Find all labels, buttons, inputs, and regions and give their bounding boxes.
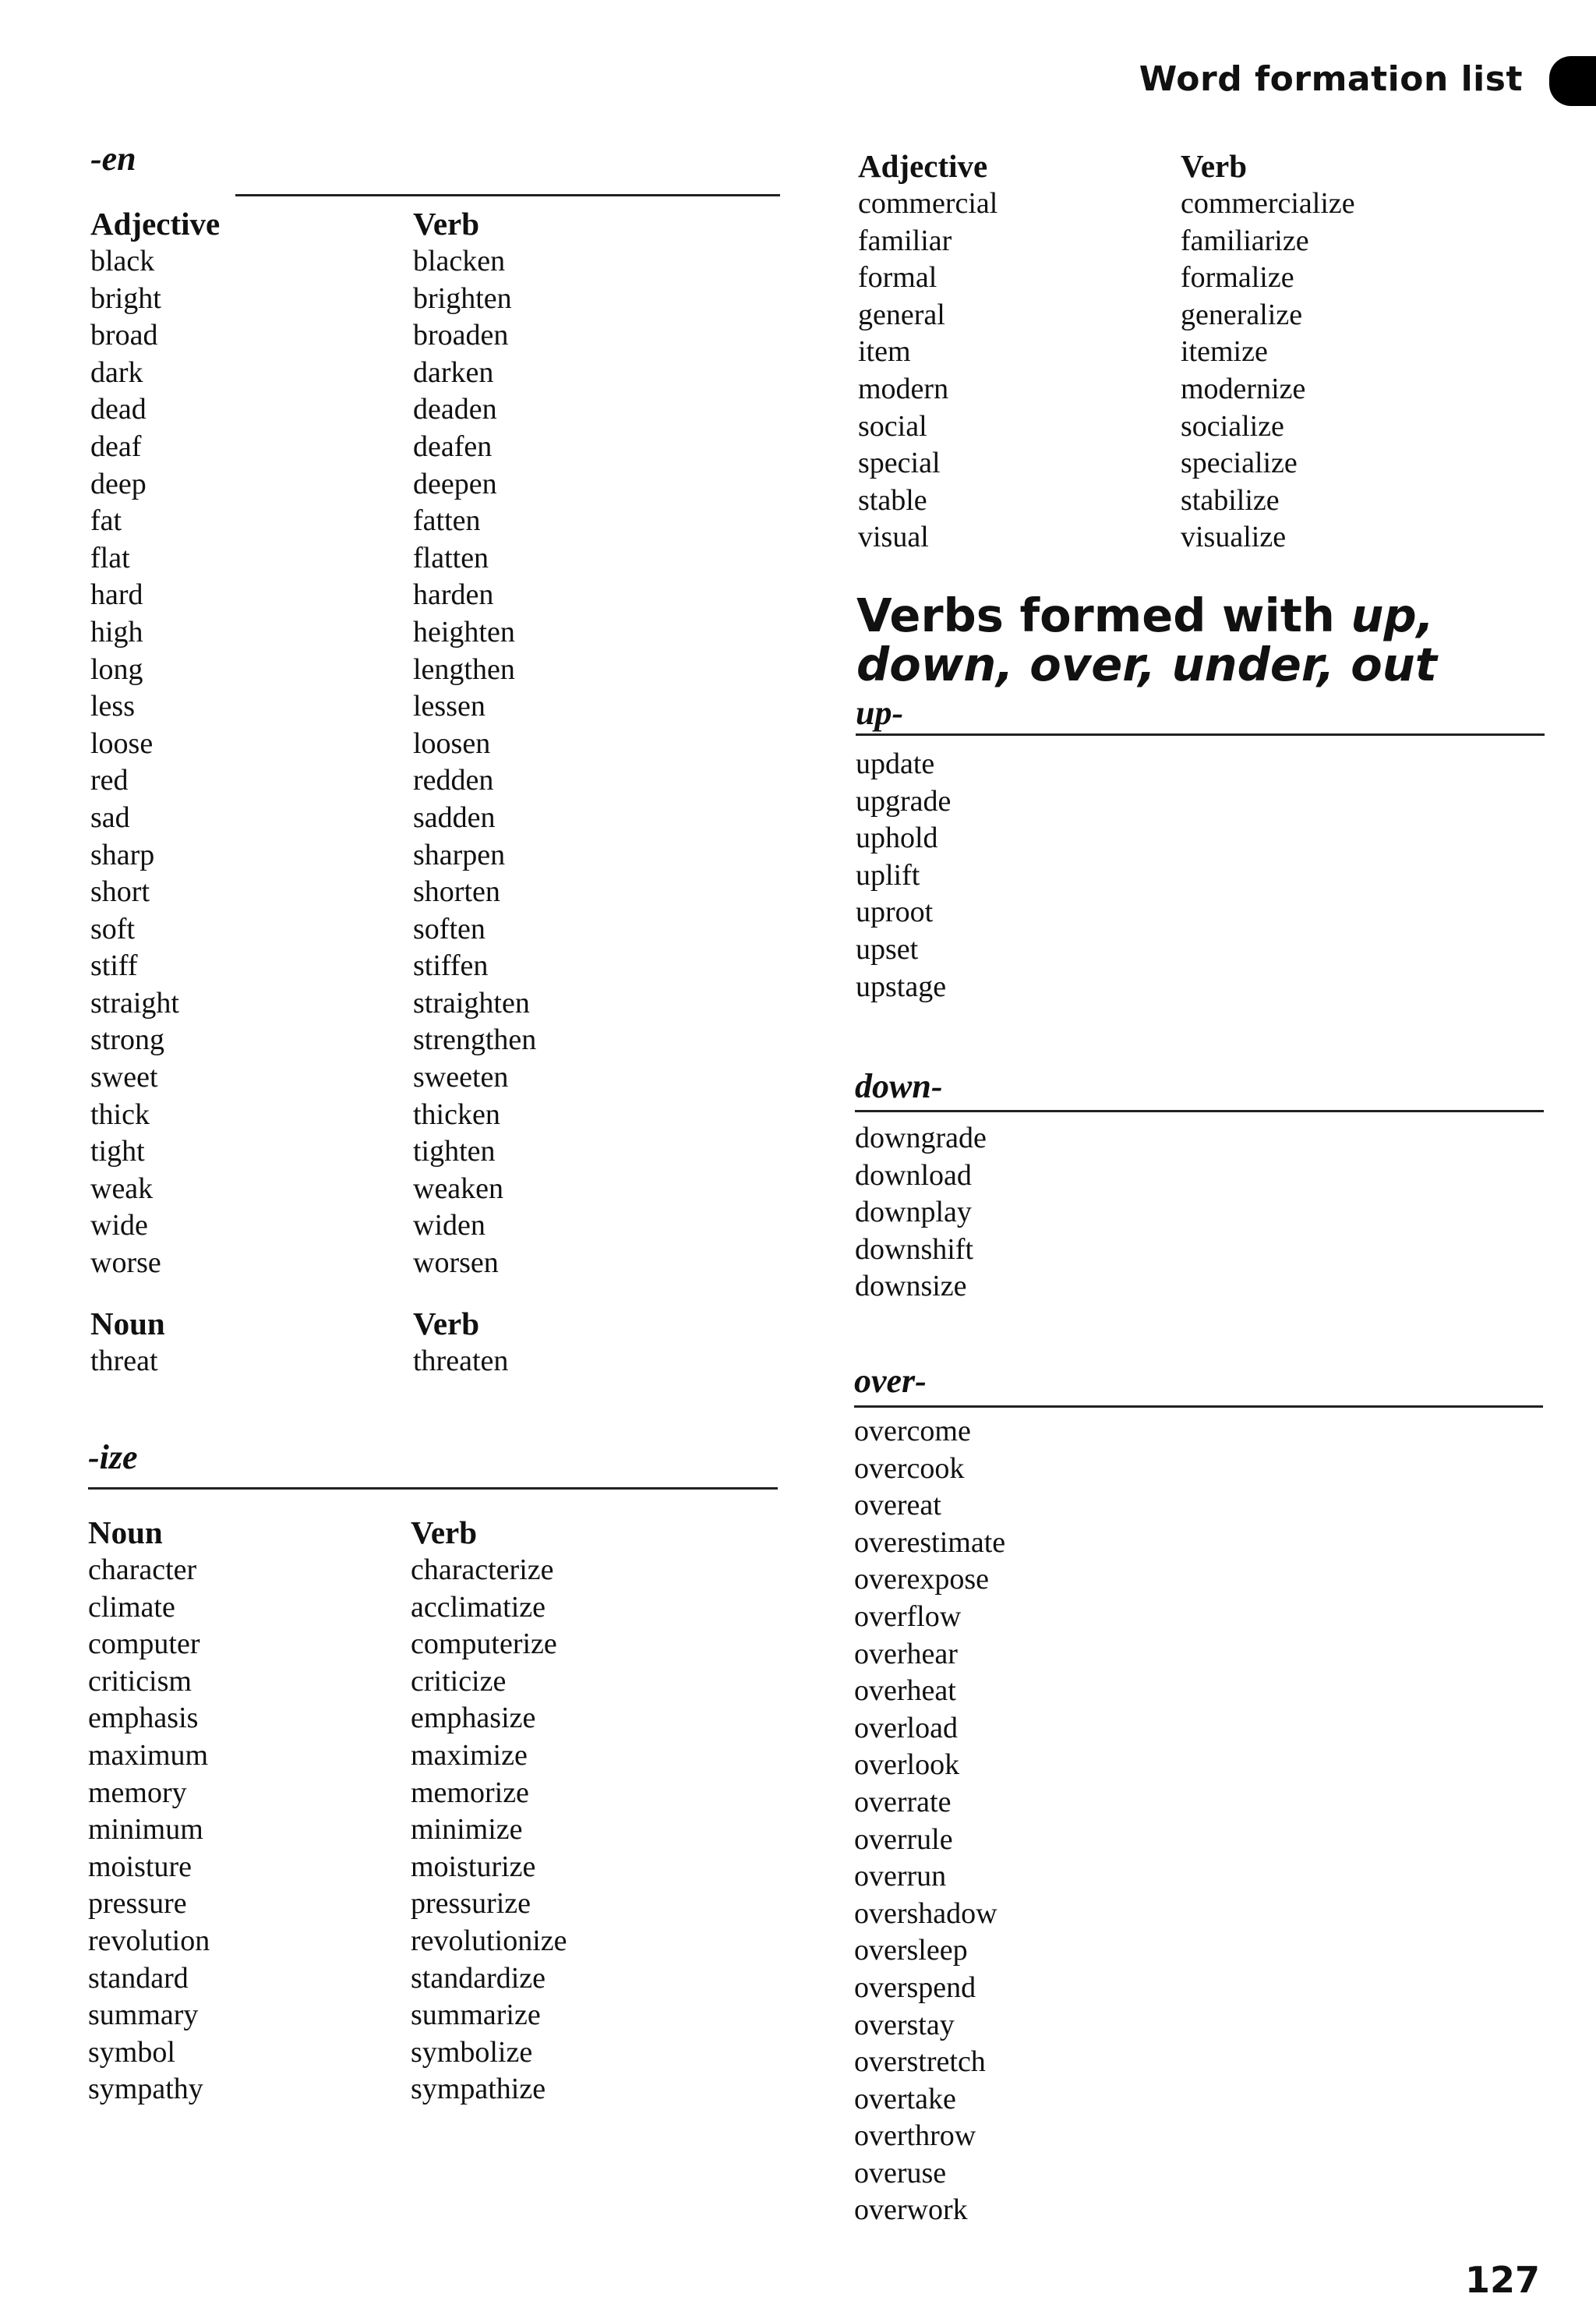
verb-word: moisturize — [411, 1850, 536, 1883]
section-heading-up: up- — [856, 694, 904, 732]
over-verb-word: overlook — [854, 1748, 960, 1782]
section-rule — [854, 1405, 1543, 1408]
verb-word: memorize — [411, 1776, 529, 1809]
verb-column — [413, 204, 536, 1380]
adjective-word: red — [90, 764, 129, 797]
adjective-column — [858, 147, 998, 557]
verb-word: standardize — [411, 1961, 546, 1995]
noun-word: climate — [88, 1590, 175, 1624]
noun-word: symbol — [88, 2035, 175, 2069]
thumb-tab-marker — [1549, 56, 1596, 106]
adjective-word: short — [90, 875, 150, 909]
verb-word: broaden — [413, 319, 509, 352]
adjective-word: long — [90, 652, 143, 686]
adjective-word: commercial — [858, 187, 998, 220]
verb-word: visualize — [1181, 521, 1287, 554]
verb-word: darken — [413, 355, 494, 389]
verb-word: thicken — [413, 1097, 500, 1131]
noun-verb-list — [413, 1343, 536, 1380]
adjective-word: strong — [90, 1023, 164, 1057]
adjective-word: tight — [90, 1135, 145, 1168]
section-heading-over: over- — [854, 1362, 927, 1400]
en-adjective-verb-table — [90, 204, 780, 1377]
adjective-word: broad — [90, 319, 158, 352]
over-verb-word: overcome — [854, 1415, 971, 1447]
noun-list — [90, 1343, 220, 1380]
noun-list — [88, 1552, 210, 2108]
over-verb-word: oversleep — [854, 1934, 968, 1967]
over-verb-word: overestimate — [854, 1525, 1006, 1559]
en-section — [90, 137, 780, 1377]
section-heading-en: -en — [90, 140, 136, 178]
over-verb-word: overhear — [854, 1637, 958, 1670]
down-word-list — [855, 1120, 1544, 1306]
verb-word: soften — [413, 912, 486, 945]
adjective-word: straight — [90, 986, 179, 1020]
verb-word: harden — [413, 578, 494, 612]
verb-word: stabilize — [1181, 483, 1280, 517]
section-rule — [855, 1110, 1544, 1112]
verb-word: sharpen — [413, 838, 506, 871]
down-section — [855, 1065, 1544, 1306]
page-number: 127 — [1464, 2259, 1540, 2301]
over-verb-word: overtake — [854, 2082, 956, 2115]
verb-word: strengthen — [413, 1023, 537, 1057]
noun-column — [88, 1513, 210, 2108]
over-verb-word: overthrow — [854, 2119, 976, 2153]
over-verb-word: overload — [854, 1711, 958, 1744]
verb-list — [413, 243, 536, 1282]
noun-word: computer — [88, 1628, 200, 1661]
down-verb-word: download — [855, 1158, 972, 1192]
verb-word: acclimatize — [411, 1590, 546, 1624]
down-verb-word: downplay — [855, 1196, 972, 1229]
heading-line2-italic: down, over, under, out — [856, 638, 1437, 691]
adjective-word: sad — [90, 801, 130, 834]
adjective-word: worse — [90, 1246, 161, 1280]
verb-word: pressurize — [411, 1887, 531, 1921]
over-section — [854, 1359, 1543, 2229]
verb-word: loosen — [413, 726, 491, 760]
adjective-word: social — [858, 409, 927, 443]
column-header-noun: Noun — [90, 1305, 165, 1341]
noun-word: character — [88, 1553, 197, 1586]
verb-word: sweeten — [413, 1061, 509, 1094]
verb-word: deafen — [413, 429, 493, 463]
verb-word: sadden — [413, 801, 496, 834]
up-verb-word: uplift — [856, 858, 920, 892]
over-verb-word: overexpose — [854, 1563, 990, 1596]
verb-word: heighten — [413, 615, 515, 649]
phrasal-verbs-heading — [856, 588, 1558, 691]
noun-word: minimum — [88, 1813, 203, 1847]
section-rule — [88, 1487, 778, 1490]
ize-adjective-verb-table — [858, 147, 1481, 567]
verb-word: summarize — [411, 1999, 541, 2032]
noun-word: sympathy — [88, 2073, 203, 2106]
verb-word: characterize — [411, 1553, 554, 1586]
verb-word: threaten — [413, 1344, 509, 1377]
verb-word: brighten — [413, 281, 512, 315]
verb-word: straighten — [413, 986, 530, 1020]
ize-section — [88, 1436, 778, 2136]
ize-adjective-section — [858, 147, 1481, 567]
verb-word: generalize — [1181, 298, 1303, 331]
section-rule — [856, 733, 1545, 736]
section-heading-down: down- — [855, 1067, 943, 1105]
verb-word: redden — [413, 764, 494, 797]
verb-list — [1181, 186, 1355, 557]
verb-word: commercialize — [1181, 187, 1355, 220]
verb-word: minimize — [411, 1813, 523, 1847]
verb-column — [1181, 147, 1355, 557]
adjective-word: deep — [90, 467, 147, 500]
adjective-word: formal — [858, 261, 937, 295]
adjective-word: item — [858, 335, 911, 369]
noun-word: threat — [90, 1344, 158, 1377]
over-verb-word: overrate — [854, 1785, 952, 1818]
up-verb-word: upgrade — [856, 784, 952, 818]
over-verb-word: overcook — [854, 1451, 965, 1485]
adjective-word: soft — [90, 912, 135, 945]
adjective-word: general — [858, 298, 945, 331]
up-verb-word: uphold — [856, 822, 938, 855]
up-verb-word: uproot — [856, 896, 934, 929]
verb-word: weaken — [413, 1172, 504, 1205]
verb-word: lengthen — [413, 652, 515, 686]
noun-word: revolution — [88, 1924, 210, 1957]
adjective-word: sweet — [90, 1061, 158, 1094]
verb-word: shorten — [413, 875, 500, 909]
column-header-adjective: Adjective — [858, 148, 988, 184]
adjective-word: fat — [90, 504, 122, 538]
section-rule — [235, 194, 780, 196]
heading-line1-plain: Verbs formed with — [856, 588, 1351, 642]
column-header-verb: Verb — [411, 1514, 478, 1550]
noun-word: memory — [88, 1776, 187, 1809]
verb-word: deepen — [413, 467, 497, 500]
up-verb-word: upset — [856, 932, 919, 966]
up-verb-word: upstage — [856, 970, 947, 1003]
over-word-list — [854, 1413, 1543, 2229]
noun-word: maximum — [88, 1738, 209, 1772]
noun-word: emphasis — [88, 1702, 199, 1735]
adjective-word: sharp — [90, 838, 155, 871]
up-verb-word: update — [856, 747, 935, 780]
adjective-list — [858, 186, 998, 557]
down-verb-word: downgrade — [855, 1122, 987, 1154]
over-verb-word: overrule — [854, 1822, 953, 1856]
verb-word: revolutionize — [411, 1924, 567, 1957]
verb-word: symbolize — [411, 2035, 533, 2069]
adjective-word: loose — [90, 726, 154, 760]
verb-word: familiarize — [1181, 224, 1309, 257]
adjective-word: dead — [90, 393, 147, 426]
verb-word: itemize — [1181, 335, 1268, 369]
column-header-verb: Verb — [1181, 148, 1248, 184]
verb-word: emphasize — [411, 1702, 536, 1735]
verb-word: stiffen — [413, 949, 489, 983]
adjective-word: hard — [90, 578, 143, 612]
verb-word: socialize — [1181, 409, 1284, 443]
adjective-word: bright — [90, 281, 161, 315]
noun-word: moisture — [88, 1850, 192, 1883]
adjective-word: modern — [858, 372, 949, 405]
verb-word: lessen — [413, 690, 486, 723]
verb-list — [411, 1552, 567, 2108]
verb-word: modernize — [1181, 372, 1306, 405]
adjective-word: dark — [90, 355, 143, 389]
adjective-list — [90, 243, 220, 1282]
over-verb-word: overshadow — [854, 1896, 998, 1930]
verb-word: sympathize — [411, 2073, 546, 2106]
heading-line1-italic: up, — [1351, 588, 1435, 642]
adjective-word: less — [90, 690, 135, 723]
page-header-title: Word formation list — [1139, 59, 1523, 99]
over-verb-word: overstay — [854, 2008, 955, 2041]
verb-word: flatten — [413, 541, 489, 574]
column-header-noun: Noun — [88, 1514, 163, 1550]
over-verb-word: overrun — [854, 1860, 947, 1893]
down-verb-word: downsize — [855, 1270, 967, 1303]
up-word-list — [856, 746, 1545, 1005]
verb-word: tighten — [413, 1135, 496, 1168]
over-verb-word: overstretch — [854, 2045, 986, 2079]
adjective-word: deaf — [90, 429, 142, 463]
verb-word: specialize — [1181, 447, 1298, 480]
adjective-word: stiff — [90, 949, 138, 983]
down-verb-word: downshift — [855, 1232, 973, 1266]
over-verb-word: overheat — [854, 1674, 956, 1708]
noun-word: criticism — [88, 1664, 192, 1698]
section-heading-ize: -ize — [88, 1438, 138, 1476]
column-header-verb-2: Verb — [413, 1305, 480, 1341]
adjective-word: black — [90, 245, 155, 277]
verb-word: criticize — [411, 1664, 507, 1698]
ize-noun-verb-table — [88, 1513, 778, 2136]
adjective-word: weak — [90, 1172, 154, 1205]
verb-word: computerize — [411, 1628, 557, 1661]
verb-word: maximize — [411, 1738, 528, 1772]
noun-word: pressure — [88, 1887, 187, 1921]
adjective-word: stable — [858, 483, 927, 517]
verb-word: fatten — [413, 504, 481, 538]
verb-word: blacken — [413, 245, 506, 277]
verb-word: widen — [413, 1209, 486, 1242]
adjective-word: flat — [90, 541, 130, 574]
verb-word: deaden — [413, 393, 497, 426]
over-verb-word: overuse — [854, 2156, 947, 2189]
verb-word: formalize — [1181, 261, 1294, 295]
adjective-word: wide — [90, 1209, 148, 1242]
column-header-adjective: Adjective — [90, 206, 221, 242]
noun-word: summary — [88, 1999, 199, 2032]
adjective-word: familiar — [858, 224, 952, 257]
up-section — [856, 691, 1545, 1005]
verb-column — [411, 1513, 567, 2108]
over-verb-word: overspend — [854, 1970, 976, 2004]
over-verb-word: overflow — [854, 1599, 962, 1633]
over-verb-word: overwork — [854, 2193, 968, 2227]
adjective-word: special — [858, 447, 941, 480]
adjective-word: thick — [90, 1097, 150, 1131]
verb-word: worsen — [413, 1246, 499, 1280]
adjective-column — [90, 204, 220, 1380]
column-header-verb: Verb — [413, 206, 480, 242]
over-verb-word: overeat — [854, 1489, 941, 1522]
adjective-word: visual — [858, 521, 929, 554]
noun-word: standard — [88, 1961, 189, 1995]
adjective-word: high — [90, 615, 143, 649]
